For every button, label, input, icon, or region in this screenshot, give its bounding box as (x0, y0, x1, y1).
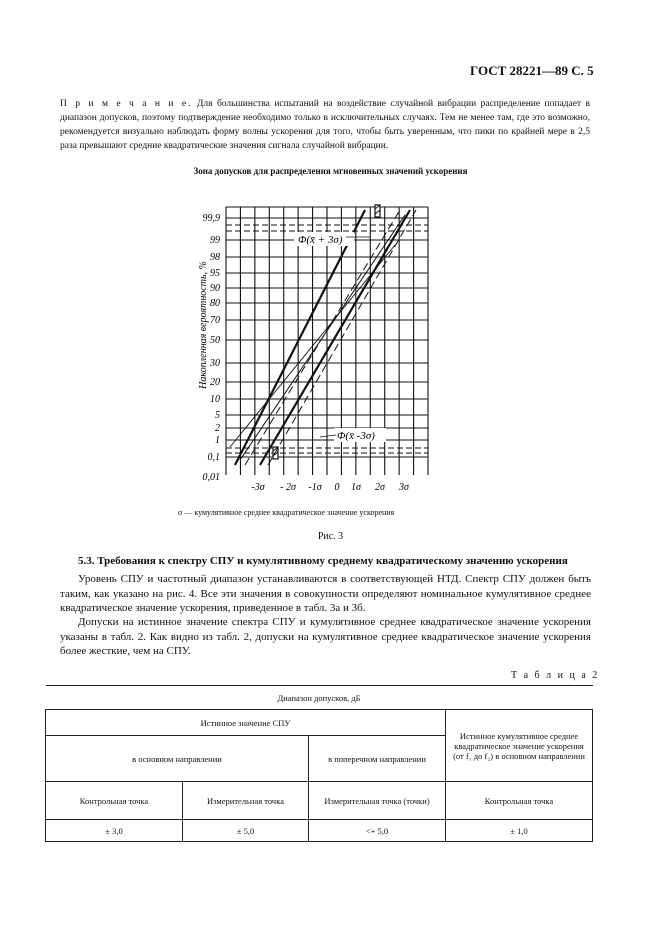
tolerance-table (45, 685, 593, 842)
paragraph-2-text: Допуски на истинное значение спектра СПУ и кумулятивное среднее квадратическое значение ускорения указаны в табл. 2. Как видно из табл. 2, допуски на кумулятивное среднее квадратическое значение ускорения более жесткие, чем на СПУ. (60, 616, 591, 657)
figure-title: Зона допусков для распределения мгновенных значений ускорения (193, 166, 468, 176)
y-tick-label: 20 (210, 377, 220, 388)
cell-measuring-tolerance: ± 5,0 (183, 820, 309, 842)
paragraph-1-text: Уровень СПУ и частотный диапазон устанавливаются в соответствующей НТД. Спектр СПУ должен быть таким, как указано на рис. 4. Все эти значения в совокупности определяют номинальное кумулятивное среднее квадратическое значение ускорения, приведенное в табл. 3а и 3б. (60, 573, 591, 614)
y-tick-label: 95 (210, 268, 220, 279)
y-tick-label: 70 (210, 315, 220, 326)
cell-control-tolerance: ± 3,0 (46, 820, 183, 842)
y-tick-label: 1 (215, 435, 220, 446)
y-tick-label: 80 (210, 298, 220, 309)
table-title: Диапазон допусков, дБ (46, 686, 593, 710)
y-tick-label: 50 (210, 335, 220, 346)
curve-lower-label: Φ(x̄ -3σ) (337, 430, 375, 442)
page-header: ГОСТ 28221—89 С. 5 (470, 63, 594, 78)
cell-rms-tolerance: ± 1,0 (446, 820, 593, 842)
x-tick-label: 1σ (351, 482, 361, 493)
header-measuring-point: Измерительная точка (183, 782, 309, 820)
y-tick-label: 90 (210, 283, 220, 294)
header-main-direction: в основном направлении (46, 736, 309, 782)
y-tick-label: 5 (215, 410, 220, 421)
note-paragraph (60, 97, 590, 153)
header-control-point-2: Контрольная точка (446, 782, 593, 820)
y-tick-label: 99 (210, 235, 220, 246)
y-tick-label: 10 (210, 394, 220, 405)
figure-legend: σ — кумулятивное среднее квадратическое значение ускорения (178, 508, 395, 517)
header-measuring-points: Измерительная точка (точки) (309, 782, 446, 820)
header-cross-direction: в поперечном направлении (309, 736, 446, 782)
note-label: П р и м е ч а н и е. (60, 99, 193, 109)
cell-cross-tolerance: <+ 5,0 (309, 820, 446, 842)
y-tick-label: 99,9 (202, 213, 220, 224)
x-tick-label: 2σ (375, 482, 385, 493)
x-tick-label: -1σ (308, 482, 322, 493)
header-control-point: Контрольная точка (46, 782, 183, 820)
x-tick-label: 3σ (399, 482, 409, 493)
paragraph-2 (60, 615, 591, 659)
figure-caption: Рис. 3 (317, 531, 344, 542)
header-true-rms: Истинное кумулятивное среднее квадратическое значение ускорения (от f₁ до f₂) в основном направлении (446, 710, 593, 782)
y-tick-label: 0,01 (202, 472, 220, 483)
table-row (46, 820, 593, 842)
chart-grid (226, 207, 428, 475)
paragraph-1 (60, 572, 591, 616)
y-tick-label: 0,1 (207, 452, 220, 463)
y-axis-label: Накопленная вероятность, % (198, 261, 209, 389)
x-tick-label: 0 (334, 482, 340, 493)
note-text: Для большинства испытаний на воздействие случайной вибрации распределение попадает в диапазон допусков, поэтому подтверждение необходимо только в исключительных случаях. Тем не менее там, где это возможно, рекомендуется визуально наблюдать форму волны ускорения для того, чтобы быть уверенным, что пики по крайней мере в 2,5 раза превышают средние квадратические значения сигнала случайной вибрации. (60, 99, 590, 151)
y-tick-label: 98 (210, 252, 220, 263)
y-tick-label: 30 (210, 358, 220, 369)
curve-upper-label: Φ(x̄ + 3σ) (298, 234, 343, 246)
y-tick-label: 2 (215, 423, 220, 434)
table-caption: Т а б л и ц а 2 (511, 670, 600, 681)
section-title: 5.3. Требования к спектру СПУ и кумулятивному среднему квадратическому значению ускорения (78, 555, 568, 567)
x-tick-label: -3σ (251, 482, 265, 493)
header-true-psd: Истинное значение СПУ (46, 710, 446, 736)
probability-chart (170, 185, 470, 505)
x-tick-labels (251, 482, 410, 493)
x-tick-label: - 2σ (280, 482, 296, 493)
